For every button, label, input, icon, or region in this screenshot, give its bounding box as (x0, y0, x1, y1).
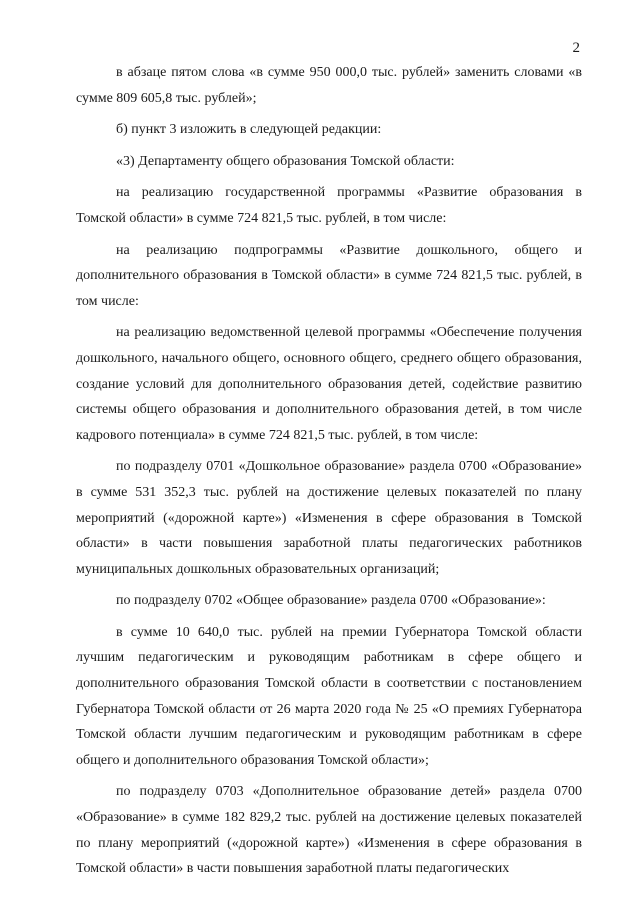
paragraph-subsection-0701: по подразделу 0701 «Дошкольное образование» раздела 0700 «Образование» в сумме 531 352,3 тыс. рублей на достижение целевых показателей по плану мероприятий («дорожной карте») «Изменения в сфере образования в Томской области» в части повышения заработной платы педагогических работников муниципальных дошкольных образовательных организаций; (76, 459, 582, 577)
paragraph-governor-awards: в сумме 10 640,0 тыс. рублей на премии Губернатора Томской области лучшим педагогическим и руководящим работникам в сфере общего и дополнительного образования Томской области в соответствии с постановлением Губернатора Томской области от 26 марта 2020 года № 25 «О премиях Губернатора Томской области лучшим педагогическим и руководящим работникам в сфере общего и дополнительного образования Томской области»; (76, 624, 582, 768)
paragraph-department-heading: «3) Департаменту общего образования Томской области: (116, 153, 455, 169)
document-body (76, 60, 582, 888)
paragraph-amendment-fifth-clause: в абзаце пятом слова «в сумме 950 000,0 тыс. рублей» заменить словами «в сумме 809 605,8 тыс. рублей»; (76, 65, 582, 106)
paragraph-point-b: б) пункт 3 изложить в следующей редакции: (116, 122, 382, 138)
paragraph-subsection-0703: по подразделу 0703 «Дополнительное образование детей» раздела 0700 «Образование» в сумме 182 829,2 тыс. рублей на достижение целевых показателей по плану мероприятий («дорожной карте») «Изменения в сфере образования в Томской области» в части повышения заработной платы педагогических (76, 784, 582, 877)
paragraph-departmental-program: на реализацию ведомственной целевой программы «Обеспечение получения дошкольного, начального общего, основного общего, среднего общего образования, создание условий для дополнительного образования детей, содействие развитию системы общего образования и дополнительного образования детей, в том числе кадрового потенциала» в сумме 724 821,5 тыс. рублей, в том числе: (76, 325, 582, 443)
page-number: 2 (572, 40, 580, 56)
paragraph-subprogram: на реализацию подпрограммы «Развитие дошкольного, общего и дополнительного образования в Томской области» в сумме 724 821,5 тыс. рублей, в том числе: (76, 242, 582, 309)
paragraph-state-program: на реализацию государственной программы «Развитие образования в Томской области» в сумме 724 821,5 тыс. рублей, в том числе: (76, 185, 582, 226)
paragraph-subsection-0702: по подразделу 0702 «Общее образование» раздела 0700 «Образование»: (116, 593, 546, 609)
